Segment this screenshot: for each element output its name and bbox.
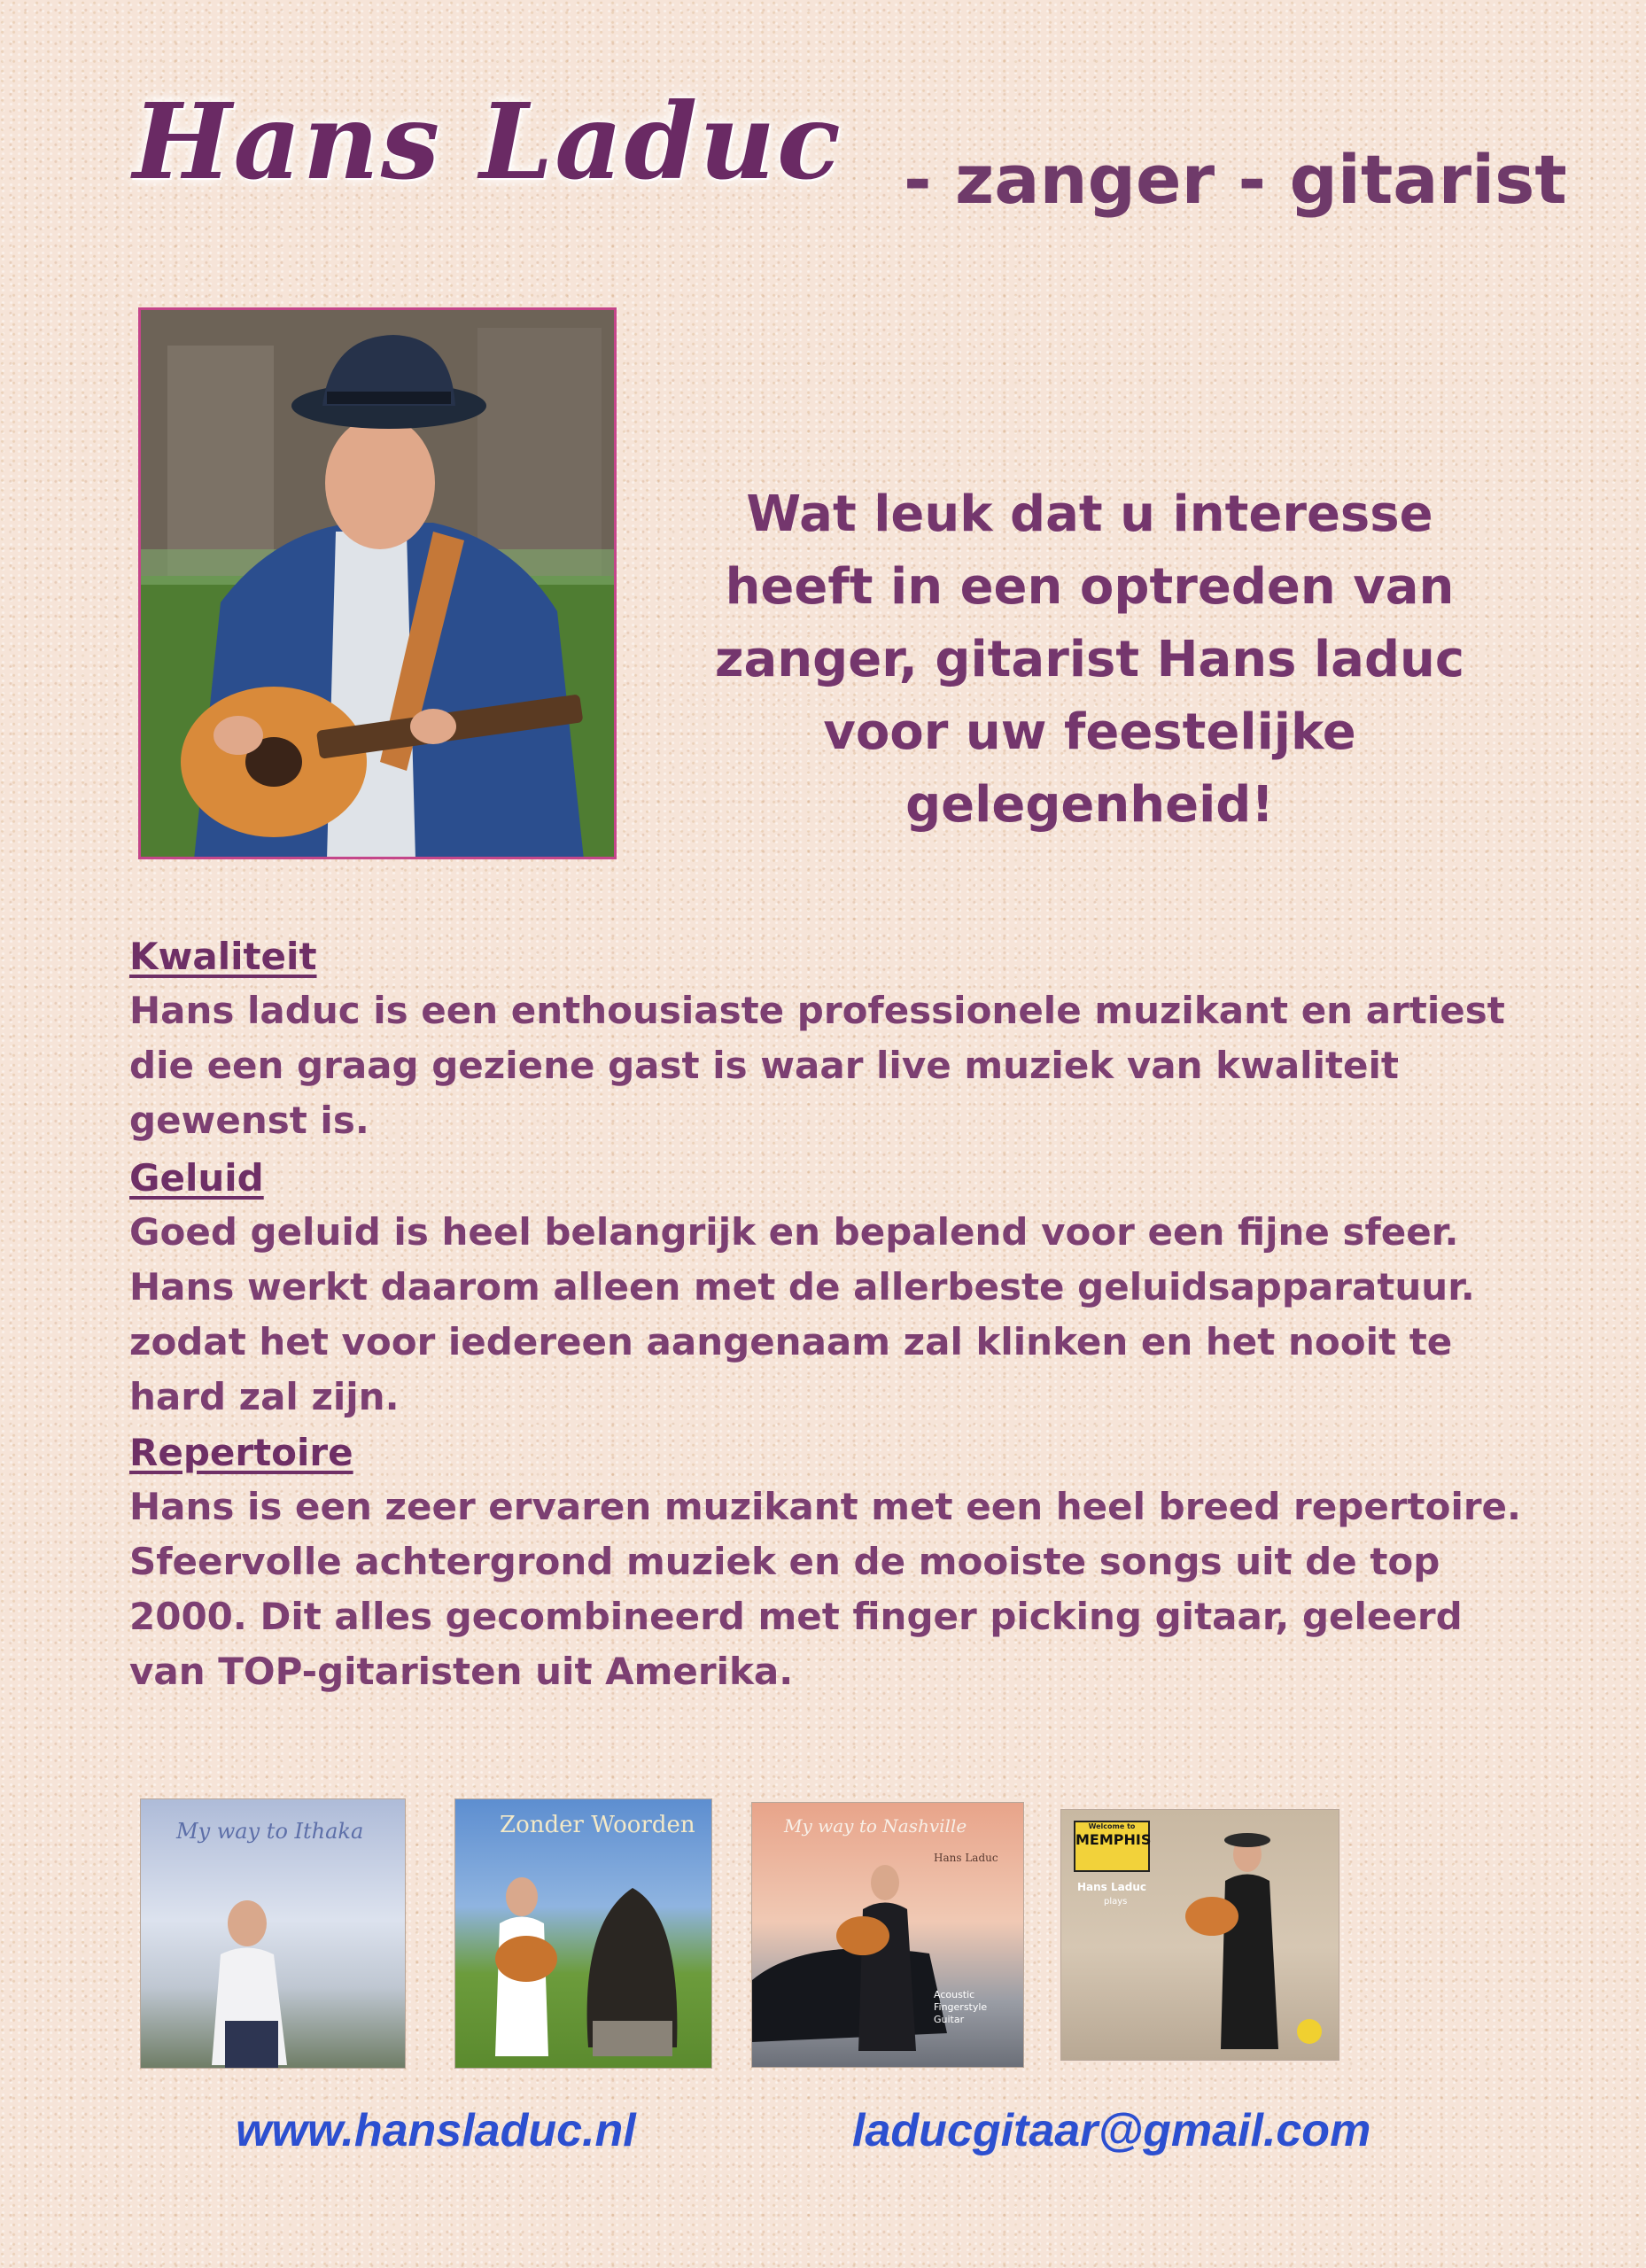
album-cover-memphis[interactable] <box>1060 1809 1339 2061</box>
section-body: Hans is een zeer ervaren muzikant met een heel breed repertoire. Sfeervolle achtergrond muziek en de mooiste songs uit de top 2000. Dit alles gecombineerd met finger picking gitaar, geleerd van TOP-gitaristen uit Amerika. <box>129 1485 1522 1693</box>
section-heading: Geluid <box>129 1156 264 1200</box>
album-cover-figure <box>1061 1810 1339 2060</box>
artist-name-logo: Hans Laduc <box>133 80 842 203</box>
album-artist: Hans Laduc <box>1077 1881 1146 1893</box>
album-title: My way to Ithaka <box>176 1819 364 1844</box>
album-cover-zonder-woorden[interactable] <box>454 1798 712 2069</box>
section-kwaliteit <box>129 930 1547 1148</box>
website-link[interactable]: www.hansladuc.nl <box>236 2105 636 2156</box>
album-caption: Acoustic Fingerstyle Guitar <box>934 1989 988 2025</box>
album-pretitle: Welcome to <box>1088 1822 1136 1830</box>
section-heading: Repertoire <box>129 1431 353 1474</box>
section-body: Goed geluid is heel belangrijk en bepalend voor een fijne sfeer. Hans werkt daarom alleen met de allerbeste geluidsapparatuur. zodat het voor iedereen aangenaam zal klinken en het nooit te hard zal zijn. <box>129 1210 1475 1418</box>
album-cover-ithaka[interactable] <box>140 1798 406 2069</box>
album-title: Zonder Woorden <box>500 1812 695 1838</box>
section-repertoire <box>129 1426 1547 1699</box>
title-row <box>133 80 1567 239</box>
section-body: Hans laduc is een enthousiaste professionele muzikant en artiest die een graag geziene gast is waar live muziek van kwaliteit gewenst is. <box>129 989 1505 1142</box>
album-cover-figure <box>141 1799 405 2068</box>
page-subtitle: - zanger - gitarist <box>904 140 1567 219</box>
album-cover-figure <box>455 1799 711 2068</box>
artist-photo-illustration <box>141 310 617 859</box>
album-cover-figure <box>752 1803 1023 2067</box>
section-geluid <box>129 1152 1547 1425</box>
album-cover-nashville[interactable] <box>751 1802 1024 2068</box>
intro-text: Wat leuk dat u interesse heeft in een optreden van zanger, gitarist Hans laduc voor uw feestelijke gelegenheid! <box>714 485 1465 834</box>
album-artist: Hans Laduc <box>934 1852 998 1864</box>
album-title: MEMPHIS <box>1075 1831 1152 1848</box>
section-heading: Kwaliteit <box>129 935 317 978</box>
artist-photo <box>138 307 617 859</box>
album-covers <box>0 1798 1646 2073</box>
email-link[interactable]: laducgitaar@gmail.com <box>852 2105 1371 2156</box>
album-title: My way to Nashville <box>784 1815 967 1837</box>
album-caption: plays <box>1104 1897 1128 1907</box>
